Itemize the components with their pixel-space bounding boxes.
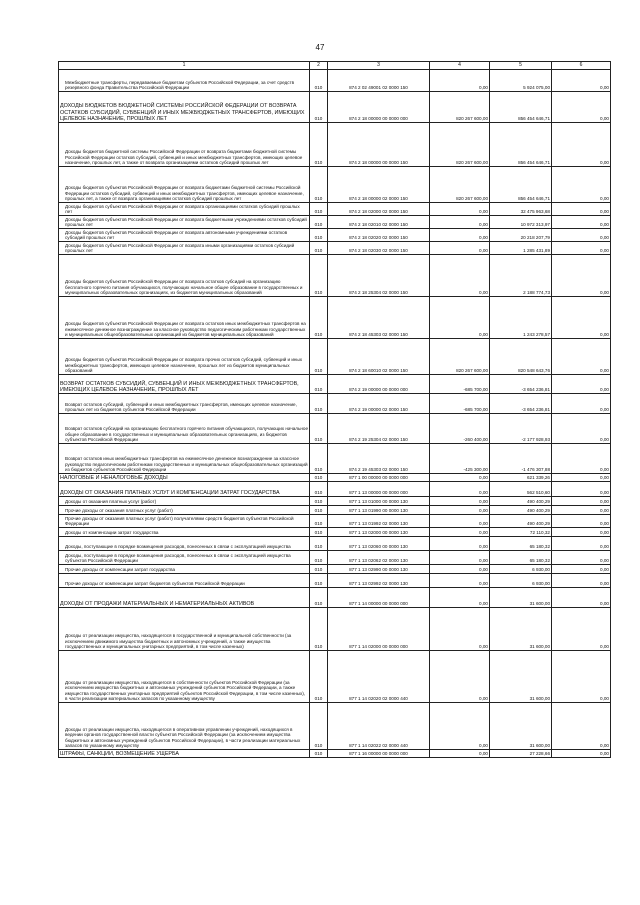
header-col-6: 6 bbox=[552, 62, 611, 70]
row-line-code: 010 bbox=[310, 703, 328, 750]
row-approved-amount: 820 267 600,00 bbox=[430, 123, 490, 167]
row-unexecuted-amount: 0,00 bbox=[552, 203, 611, 216]
row-line-code: 010 bbox=[310, 255, 328, 297]
row-description: Прочие доходы от оказания платных услуг (работ) получателями средств бюджетов субъектов Российской Федерации bbox=[59, 515, 310, 528]
table-row bbox=[59, 203, 611, 216]
row-approved-amount: 0,00 bbox=[430, 515, 490, 528]
row-executed-amount: -1 476 307,88 bbox=[490, 444, 552, 474]
row-approved-amount: 0,00 bbox=[430, 242, 490, 255]
row-line-code: 010 bbox=[310, 528, 328, 537]
row-executed-amount: 72 110,32 bbox=[490, 528, 552, 537]
row-unexecuted-amount: 0,00 bbox=[552, 70, 611, 92]
row-executed-amount: 65 180,32 bbox=[490, 537, 552, 551]
row-approved-amount: 0,00 bbox=[430, 551, 490, 565]
row-approved-amount: 0,00 bbox=[430, 297, 490, 339]
row-description: Доходы бюджетов субъектов Российской Федерации от возврата автономными учреждениями остатков субсидий прошлых лет bbox=[59, 229, 310, 242]
row-description: ДОХОДЫ ОТ ПРОДАЖИ МАТЕРИАЛЬНЫХ И НЕМАТЕРИАЛЬНЫХ АКТИВОВ bbox=[59, 588, 310, 608]
row-executed-amount: 27 228,66 bbox=[490, 750, 552, 758]
row-line-code: 010 bbox=[310, 497, 328, 506]
row-line-code: 010 bbox=[310, 551, 328, 565]
row-executed-amount: 1 285 431,89 bbox=[490, 242, 552, 255]
row-unexecuted-amount: 0,00 bbox=[552, 339, 611, 375]
row-unexecuted-amount: 0,00 bbox=[552, 394, 611, 414]
row-classification-code: 877 1 14 02022 02 0000 440 bbox=[328, 703, 430, 750]
row-classification-code: 877 1 13 02060 00 0000 130 bbox=[328, 537, 430, 551]
table-row bbox=[59, 167, 611, 203]
row-classification-code: 874 2 19 25304 02 0000 150 bbox=[328, 414, 430, 444]
row-executed-amount: 6 930,00 bbox=[490, 565, 552, 574]
table-row bbox=[59, 565, 611, 574]
table-row bbox=[59, 506, 611, 515]
row-approved-amount: 0,00 bbox=[430, 474, 490, 482]
row-classification-code: 877 1 13 02990 00 0000 130 bbox=[328, 565, 430, 574]
row-description: Возврат остатков иных межбюджетных трансфертов на ежемесячное денежное вознаграждение за классное руководство педагогическим работникам государственных и муниципальных общеобразовательных организаций из бюджетов субъектов Российской Федерации bbox=[59, 444, 310, 474]
row-description: Доходы, поступающие в порядке возмещения расходов, понесенных в связи с эксплуатацией имущества субъектов Российской Федерации bbox=[59, 551, 310, 565]
row-classification-code: 874 2 18 45303 02 0000 150 bbox=[328, 297, 430, 339]
row-line-code: 010 bbox=[310, 297, 328, 339]
table-row bbox=[59, 375, 611, 394]
revenue-table bbox=[58, 61, 611, 758]
row-description: Доходы бюджетов бюджетной системы Российской Федерации от возврата бюджетами бюджетной системы Российской Федерации остатков субсидий, субвенций и иных межбюджетных трансфертов, имеющих целевое назначение, прошлых лет, а также от возврата организациями остатков субсидий прошлых лет bbox=[59, 123, 310, 167]
row-description: Прочие доходы от оказания платных услуг (работ) bbox=[59, 506, 310, 515]
row-line-code: 010 bbox=[310, 482, 328, 497]
row-approved-amount: -685 700,00 bbox=[430, 375, 490, 394]
row-classification-code: 877 1 14 00000 00 0000 000 bbox=[328, 588, 430, 608]
table-row bbox=[59, 651, 611, 703]
row-executed-amount: 31 600,00 bbox=[490, 651, 552, 703]
row-unexecuted-amount: 0,00 bbox=[552, 375, 611, 394]
table-row bbox=[59, 414, 611, 444]
row-executed-amount: 856 454 646,71 bbox=[490, 167, 552, 203]
header-col-4: 4 bbox=[430, 62, 490, 70]
table-body bbox=[59, 70, 611, 758]
row-approved-amount: -260 400,00 bbox=[430, 414, 490, 444]
row-approved-amount: -425 300,00 bbox=[430, 444, 490, 474]
row-description: Доходы, поступающие в порядке возмещения расходов, понесенных в связи с эксплуатацией имущества bbox=[59, 537, 310, 551]
row-classification-code: 874 2 19 45303 02 0000 150 bbox=[328, 444, 430, 474]
row-unexecuted-amount: 0,00 bbox=[552, 651, 611, 703]
row-line-code: 010 bbox=[310, 92, 328, 123]
row-description: Доходы от реализации имущества, находящегося в собственности субъектов Российской Федерации (за исключением имущества бюджетных и автономных учреждений субъектов Российской Федерации, а также имущества государственных унитарных предприятий субъектов Российской Федерации, в том числе казенных), в части реализации материальных запасов по указанному имуществу bbox=[59, 651, 310, 703]
row-description: Доходы бюджетов субъектов Российской Федерации от возврата организациями остатков субсидий прошлых лет bbox=[59, 203, 310, 216]
row-unexecuted-amount: 0,00 bbox=[552, 123, 611, 167]
row-approved-amount: 0,00 bbox=[430, 506, 490, 515]
table-row bbox=[59, 528, 611, 537]
page-number: 47 bbox=[315, 43, 325, 52]
row-approved-amount: 0,00 bbox=[430, 565, 490, 574]
row-line-code: 010 bbox=[310, 242, 328, 255]
row-executed-amount: -3 654 236,81 bbox=[490, 394, 552, 414]
row-description: Прочие доходы от компенсации затрат государства bbox=[59, 565, 310, 574]
row-executed-amount: 562 510,60 bbox=[490, 482, 552, 497]
row-unexecuted-amount: 0,00 bbox=[552, 703, 611, 750]
row-classification-code: 874 2 18 00000 00 0000 000 bbox=[328, 92, 430, 123]
row-classification-code: 877 1 13 00000 00 0000 000 bbox=[328, 482, 430, 497]
row-line-code: 010 bbox=[310, 414, 328, 444]
row-line-code: 010 bbox=[310, 123, 328, 167]
row-line-code: 010 bbox=[310, 588, 328, 608]
row-unexecuted-amount: 0,00 bbox=[552, 474, 611, 482]
row-unexecuted-amount: 0,00 bbox=[552, 528, 611, 537]
row-approved-amount: 0,00 bbox=[430, 537, 490, 551]
row-line-code: 010 bbox=[310, 167, 328, 203]
row-approved-amount: 0,00 bbox=[430, 574, 490, 588]
table-row bbox=[59, 255, 611, 297]
row-classification-code: 877 1 13 02062 02 0000 130 bbox=[328, 551, 430, 565]
row-approved-amount: 0,00 bbox=[430, 528, 490, 537]
table-row bbox=[59, 216, 611, 229]
row-description: Доходы от реализации имущества, находящегося в государственной и муниципальной собственности (за исключением движимого имущества бюджетных и автономных учреждений, а также имущества государственных и муниципальных унитарных предприятий, в том числе казенных) bbox=[59, 608, 310, 651]
row-line-code: 010 bbox=[310, 506, 328, 515]
header-col-1: 1 bbox=[59, 62, 310, 70]
row-description: Доходы от компенсации затрат государства bbox=[59, 528, 310, 537]
row-description: НАЛОГОВЫЕ И НЕНАЛОГОВЫЕ ДОХОДЫ bbox=[59, 474, 310, 482]
row-approved-amount: 820 267 600,00 bbox=[430, 92, 490, 123]
row-unexecuted-amount: 0,00 bbox=[552, 608, 611, 651]
row-unexecuted-amount: 0,00 bbox=[552, 255, 611, 297]
row-description: Доходы бюджетов субъектов Российской Федерации от возврата бюджетами бюджетной системы Российской Федерации остатков субсидий, субвенций и иных межбюджетных трансфертов, имеющих целевое назначение, прошлых лет, а также от возврата организациями остатков субсидий прошлых лет bbox=[59, 167, 310, 203]
row-unexecuted-amount: 0,00 bbox=[552, 497, 611, 506]
row-classification-code: 877 1 14 02000 00 0000 000 bbox=[328, 608, 430, 651]
row-line-code: 010 bbox=[310, 375, 328, 394]
row-approved-amount: 0,00 bbox=[430, 70, 490, 92]
row-approved-amount: 820 267 600,00 bbox=[430, 167, 490, 203]
table-row bbox=[59, 297, 611, 339]
table-row bbox=[59, 574, 611, 588]
row-description: Доходы бюджетов субъектов Российской Федерации от возврата остатков субсидий на организацию бесплатного горячего питания обучающихся, получающих начальное общее образование в государственных и муниципальных образовательных организациях, из бюджетов муниципальных образований bbox=[59, 255, 310, 297]
table-row bbox=[59, 482, 611, 497]
row-executed-amount: 621 339,26 bbox=[490, 474, 552, 482]
row-line-code: 010 bbox=[310, 444, 328, 474]
row-unexecuted-amount: 0,00 bbox=[552, 537, 611, 551]
row-description: ШТРАФЫ, САНКЦИИ, ВОЗМЕЩЕНИЕ УЩЕРБА bbox=[59, 750, 310, 758]
row-description: Доходы бюджетов субъектов Российской Федерации от возврата прочих остатков субсидий, субвенций и иных межбюджетных трансфертов, имеющих целевое назначение, прошлых лет из бюджетов муниципальных образований bbox=[59, 339, 310, 375]
row-description: Возврат остатков субсидий на организацию бесплатного горячего питания обучающихся, получающих начальное общее образование в государственных и муниципальных образовательных организациях, из бюджетов субъектов Российской Федерации bbox=[59, 414, 310, 444]
row-line-code: 010 bbox=[310, 537, 328, 551]
row-line-code: 010 bbox=[310, 339, 328, 375]
row-executed-amount: 2 188 774,73 bbox=[490, 255, 552, 297]
row-approved-amount: 0,00 bbox=[430, 229, 490, 242]
row-classification-code: 877 1 14 02020 02 0000 440 bbox=[328, 651, 430, 703]
row-executed-amount: 20 218 207,79 bbox=[490, 229, 552, 242]
header-col-2: 2 bbox=[310, 62, 328, 70]
row-executed-amount: 31 600,00 bbox=[490, 703, 552, 750]
table-row bbox=[59, 242, 611, 255]
row-executed-amount: 490 400,29 bbox=[490, 506, 552, 515]
table-row bbox=[59, 339, 611, 375]
row-unexecuted-amount: 0,00 bbox=[552, 588, 611, 608]
row-description: Доходы бюджетов субъектов Российской Федерации от возврата остатков иных межбюджетных трансфертов на ежемесячное денежное вознаграждение за классное руководство педагогическим работникам государственных и муниципальных общеобразовательных организаций из бюджетов муниципальных образований bbox=[59, 297, 310, 339]
row-classification-code: 877 1 13 01992 02 0000 130 bbox=[328, 515, 430, 528]
table-row bbox=[59, 750, 611, 758]
row-executed-amount: 5 924 075,00 bbox=[490, 70, 552, 92]
row-executed-amount: 10 972 313,97 bbox=[490, 216, 552, 229]
row-line-code: 010 bbox=[310, 229, 328, 242]
table-row bbox=[59, 608, 611, 651]
table-row bbox=[59, 497, 611, 506]
table-row bbox=[59, 588, 611, 608]
row-unexecuted-amount: 0,00 bbox=[552, 92, 611, 123]
row-unexecuted-amount: 0,00 bbox=[552, 414, 611, 444]
row-approved-amount: 0,00 bbox=[430, 750, 490, 758]
row-line-code: 010 bbox=[310, 70, 328, 92]
table-row bbox=[59, 515, 611, 528]
row-unexecuted-amount: 0,00 bbox=[552, 216, 611, 229]
row-classification-code: 874 2 18 25304 02 0000 150 bbox=[328, 255, 430, 297]
table-header-row bbox=[59, 62, 611, 70]
table-row bbox=[59, 70, 611, 92]
row-line-code: 010 bbox=[310, 574, 328, 588]
row-classification-code: 874 2 18 00000 02 0000 150 bbox=[328, 167, 430, 203]
table-row bbox=[59, 92, 611, 123]
row-executed-amount: 6 930,00 bbox=[490, 574, 552, 588]
row-unexecuted-amount: 0,00 bbox=[552, 551, 611, 565]
header-col-3: 3 bbox=[328, 62, 430, 70]
row-description: Прочие доходы от компенсации затрат бюджетов субъектов Российской Федерации bbox=[59, 574, 310, 588]
row-unexecuted-amount: 0,00 bbox=[552, 242, 611, 255]
row-line-code: 010 bbox=[310, 608, 328, 651]
row-unexecuted-amount: 0,00 bbox=[552, 167, 611, 203]
row-approved-amount: 0,00 bbox=[430, 651, 490, 703]
row-approved-amount: 0,00 bbox=[430, 255, 490, 297]
row-classification-code: 877 1 00 00000 00 0000 000 bbox=[328, 474, 430, 482]
row-line-code: 010 bbox=[310, 515, 328, 528]
row-classification-code: 874 2 18 00000 00 0000 150 bbox=[328, 123, 430, 167]
row-approved-amount: 0,00 bbox=[430, 588, 490, 608]
row-approved-amount: 0,00 bbox=[430, 216, 490, 229]
table-row bbox=[59, 537, 611, 551]
row-executed-amount: 856 454 646,71 bbox=[490, 92, 552, 123]
row-executed-amount: 1 243 278,57 bbox=[490, 297, 552, 339]
table-row bbox=[59, 444, 611, 474]
row-executed-amount: 31 600,00 bbox=[490, 608, 552, 651]
row-classification-code: 874 2 18 60010 02 0000 150 bbox=[328, 339, 430, 375]
row-line-code: 010 bbox=[310, 651, 328, 703]
row-description: ВОЗВРАТ ОСТАТКОВ СУБСИДИЙ, СУБВЕНЦИЙ И ИНЫХ МЕЖБЮДЖЕТНЫХ ТРАНСФЕРТОВ, ИМЕЮЩИХ ЦЕЛЕВОЕ НАЗНАЧЕНИЕ, ПРОШЛЫХ ЛЕТ bbox=[59, 375, 310, 394]
row-classification-code: 874 2 18 02000 02 0000 150 bbox=[328, 203, 430, 216]
row-description: ДОХОДЫ БЮДЖЕТОВ БЮДЖЕТНОЙ СИСТЕМЫ РОССИЙСКОЙ ФЕДЕРАЦИИ ОТ ВОЗВРАТА ОСТАТКОВ СУБСИДИЙ, СУБВЕНЦИЙ И ИНЫХ МЕЖБЮДЖЕТНЫХ ТРАНСФЕРТОВ, ИМЕЮЩИХ ЦЕЛЕВОЕ НАЗНАЧЕНИЕ, ПРОШЛЫХ ЛЕТ bbox=[59, 92, 310, 123]
row-unexecuted-amount: 0,00 bbox=[552, 297, 611, 339]
row-classification-code: 874 2 02 49001 02 0000 150 bbox=[328, 70, 430, 92]
row-description: ДОХОДЫ ОТ ОКАЗАНИЯ ПЛАТНЫХ УСЛУГ И КОМПЕНСАЦИИ ЗАТРАТ ГОСУДАРСТВА bbox=[59, 482, 310, 497]
row-description: Межбюджетные трансферты, передаваемые бюджетам субъектов Российской Федерации, за счет средств резервного фонда Правительства Российской Федерации bbox=[59, 70, 310, 92]
row-classification-code: 874 2 18 02030 02 0000 150 bbox=[328, 242, 430, 255]
row-executed-amount: -3 654 236,81 bbox=[490, 375, 552, 394]
row-line-code: 010 bbox=[310, 750, 328, 758]
row-approved-amount: 0,00 bbox=[430, 497, 490, 506]
row-line-code: 010 bbox=[310, 474, 328, 482]
row-description: Доходы бюджетов субъектов Российской Федерации от возврата бюджетными учреждениями остатков субсидий прошлых лет bbox=[59, 216, 310, 229]
row-unexecuted-amount: 0,00 bbox=[552, 229, 611, 242]
row-executed-amount: 490 400,29 bbox=[490, 497, 552, 506]
row-approved-amount: 0,00 bbox=[430, 608, 490, 651]
row-executed-amount: 856 454 646,71 bbox=[490, 123, 552, 167]
row-unexecuted-amount: 0,00 bbox=[552, 750, 611, 758]
table-row bbox=[59, 123, 611, 167]
row-line-code: 010 bbox=[310, 565, 328, 574]
row-classification-code: 877 1 13 01000 00 0000 130 bbox=[328, 497, 430, 506]
row-executed-amount: 490 400,29 bbox=[490, 515, 552, 528]
row-description: Доходы бюджетов субъектов Российской Федерации от возврата иными организациями остатков субсидий прошлых лет bbox=[59, 242, 310, 255]
table-row bbox=[59, 703, 611, 750]
row-classification-code: 877 1 13 02000 00 0000 130 bbox=[328, 528, 430, 537]
row-description: Доходы от реализации имущества, находящегося в оперативном управлении учреждений, находящихся в ведении органов государственной власти субъектов Российской Федерации (за исключением имущества бюджетных и автономных учреждений субъектов Российской Федерации), в части реализации материальных запасов по указанному имуществу bbox=[59, 703, 310, 750]
table-row bbox=[59, 551, 611, 565]
table-row bbox=[59, 229, 611, 242]
row-executed-amount: 31 600,00 bbox=[490, 588, 552, 608]
row-classification-code: 877 1 16 00000 00 0000 000 bbox=[328, 750, 430, 758]
header-col-5: 5 bbox=[490, 62, 552, 70]
row-classification-code: 874 2 18 02020 02 0000 150 bbox=[328, 229, 430, 242]
row-classification-code: 877 1 13 02992 02 0000 130 bbox=[328, 574, 430, 588]
row-unexecuted-amount: 0,00 bbox=[552, 506, 611, 515]
row-classification-code: 877 1 13 01990 00 0000 130 bbox=[328, 506, 430, 515]
row-description: Возврат остатков субсидий, субвенций и иных межбюджетных трансфертов, имеющих целевое назначение, прошлых лет из бюджетов субъектов Российской Федерации bbox=[59, 394, 310, 414]
row-approved-amount: -685 700,00 bbox=[430, 394, 490, 414]
row-classification-code: 874 2 18 02010 02 0000 150 bbox=[328, 216, 430, 229]
table-row bbox=[59, 394, 611, 414]
row-line-code: 010 bbox=[310, 216, 328, 229]
row-line-code: 010 bbox=[310, 203, 328, 216]
row-unexecuted-amount: 0,00 bbox=[552, 515, 611, 528]
row-executed-amount: 32 475 963,68 bbox=[490, 203, 552, 216]
row-classification-code: 874 2 19 00000 00 0000 000 bbox=[328, 375, 430, 394]
row-approved-amount: 0,00 bbox=[430, 203, 490, 216]
row-line-code: 010 bbox=[310, 394, 328, 414]
table-row bbox=[59, 474, 611, 482]
row-unexecuted-amount: 0,00 bbox=[552, 482, 611, 497]
row-approved-amount: 820 267 600,00 bbox=[430, 339, 490, 375]
row-executed-amount: 65 180,32 bbox=[490, 551, 552, 565]
row-approved-amount: 0,00 bbox=[430, 482, 490, 497]
row-unexecuted-amount: 0,00 bbox=[552, 565, 611, 574]
row-executed-amount: -2 177 928,93 bbox=[490, 414, 552, 444]
row-executed-amount: 820 548 643,76 bbox=[490, 339, 552, 375]
row-unexecuted-amount: 0,00 bbox=[552, 444, 611, 474]
row-approved-amount: 0,00 bbox=[430, 703, 490, 750]
row-unexecuted-amount: 0,00 bbox=[552, 574, 611, 588]
row-description: Доходы от оказания платных услуг (работ) bbox=[59, 497, 310, 506]
row-classification-code: 874 2 19 00000 02 0000 150 bbox=[328, 394, 430, 414]
